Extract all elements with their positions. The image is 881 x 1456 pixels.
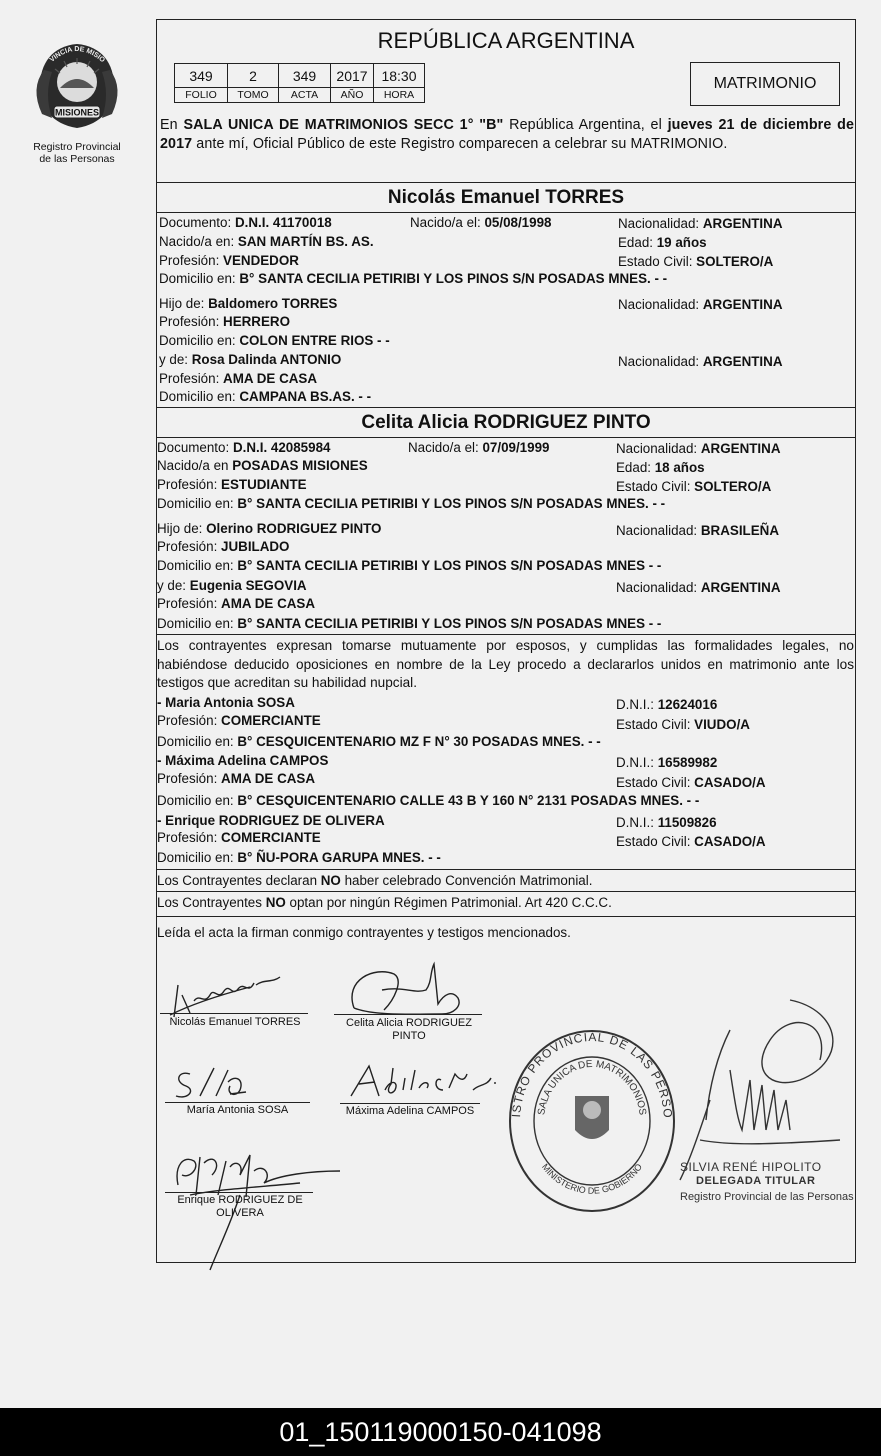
spouse2-father-address: Domicilio en: B° SANTA CECILIA PETIRIBI Y LOS PINOS S/N POSADAS MNES - - [157,558,662,573]
spouse2-father-profession: Profesión: JUBILADO [157,539,290,554]
officer-org: Registro Provincial de las Personas [680,1191,854,1203]
org-caption-line1: Registro Provincial [33,141,121,153]
spouse1-age: Edad: 19 años [618,235,707,250]
spouse2-doc: Documento: D.N.I. 42085984 [157,440,331,455]
divider [156,916,856,917]
signature-line [160,1013,308,1014]
divider [156,212,856,213]
witness2-name: - Máxima Adelina CAMPOS [157,753,329,768]
intro-place: SALA UNICA DE MATRIMONIOS SECC 1° "B" [183,117,504,133]
seal-ring-text: REGISTRO PROVINCIAL DE LAS PERSONAS [501,1015,676,1120]
intro-date: jueves 21 de diciembre de 2017 [160,117,854,152]
witness3-profession: Profesión: COMERCIANTE [157,830,321,845]
seal-bottom-text: MINISTERIO DE GOBIERNO [539,1161,645,1196]
spouse2-birthplace: Nacido/a en POSADAS MISIONES [157,458,368,473]
spouse1-address: Domicilio en: B° SANTA CECILIA PETIRIBI Y LOS PINOS S/N POSADAS MNES. - - [159,271,668,286]
org-caption-line2: de las Personas [39,153,115,165]
witness2-dni: D.N.I.: 16589982 [616,755,718,770]
act-type-box: MATRIMONIO [690,62,840,106]
signature-line [334,1014,482,1015]
spouse1-birthdate: Nacido/a el: 05/08/1998 [410,215,552,230]
signature-line [165,1102,310,1103]
seal-inner-text: SALA UNICA DE MATRIMONIOS [536,1058,648,1116]
svg-text:MINISTERIO DE GOBIERNO [540,1162,644,1196]
declaration-paragraph: Los contrayentes expresan tomarse mutuamente por esposos, y cumplidas las formalidades legales, no habiéndose deducido oposiciones en nombre de la Ley procedo a declararlos unidos en matrimonio ante los testigos que acreditan su habilidad nupcial. [157,638,854,690]
witness2-profession: Profesión: AMA DE CASA [157,771,316,786]
divider [156,407,856,408]
ano-label: AÑO [331,88,374,103]
witness1-dni: D.N.I.: 12624016 [616,697,718,712]
witness3-dni: D.N.I.: 11509826 [616,815,717,830]
signature-name-campos: Máxima Adelina CAMPOS [345,1105,475,1117]
witness1-name: - Maria Antonia SOSA [157,695,295,710]
spouse1-nationality: Nacionalidad: ARGENTINA [618,216,783,231]
logo-text: PROVINCIA DE MISIONES [19,35,106,65]
spouse2-address: Domicilio en: B° SANTA CECILIA PETIRIBI Y LOS PINOS S/N POSADAS MNES. - - [157,496,666,511]
spouse1-birthplace: Nacido/a en: SAN MARTÍN BS. AS. [159,234,374,249]
spouse1-mother-nationality: Nacionalidad: ARGENTINA [618,354,783,369]
spouse1-mother: y de: Rosa Dalinda ANTONIO [159,352,342,367]
spouse2-mother-profession: Profesión: AMA DE CASA [157,596,316,611]
convention-statement: Los Contrayentes declaran NO haber celebrado Convención Matrimonial. [157,873,593,888]
spouse2-civil-status: Estado Civil: SOLTERO/A [616,479,772,494]
spouse1-profession: Profesión: VENDEDOR [159,253,299,268]
seal-crest-icon [575,1096,609,1139]
intro-paragraph [160,116,854,154]
divider [156,437,856,438]
provincia-misiones-logo [19,35,132,132]
spouse1-father-profession: Profesión: HERRERO [159,314,290,329]
spouse1-civil-status: Estado Civil: SOLTERO/A [618,254,774,269]
tomo-label: TOMO [228,88,279,103]
signature-sosa [170,1062,290,1104]
spouse2-mother: y de: Eugenia SEGOVIA [157,578,307,593]
spouse2-father-nationality: Nacionalidad: BRASILEÑA [616,523,780,538]
signature-name-rodriguez-pinto: Celita Alicia RODRIGUEZ PINTO [346,1017,472,1042]
divider [156,869,856,870]
signature-campos [345,1060,505,1104]
acta-value: 349 [279,64,331,88]
spouse2-birthdate: Nacido/a el: 07/09/1999 [408,440,550,455]
intro-text: República Argentina, el [503,117,668,133]
org-caption [22,141,132,165]
spouse1-father-address: Domicilio en: COLON ENTRE RIOS - - [159,333,390,348]
spouse2-father: Hijo de: Olerino RODRIGUEZ PINTO [157,521,382,536]
hora-label: HORA [374,88,425,103]
spouse1-mother-address: Domicilio en: CAMPANA BS.AS. - - [159,389,372,404]
spouse1-father-nationality: Nacionalidad: ARGENTINA [618,297,783,312]
spouse2-profession: Profesión: ESTUDIANTE [157,477,307,492]
officer-name: SILVIA RENÉ HIPOLITO [680,1160,822,1174]
ano-value: 2017 [331,64,374,88]
signature-name-rodriguez-olivera: Enrique RODRIGUEZ DE OLIVERA [177,1194,303,1219]
witness1-profession: Profesión: COMERCIANTE [157,713,321,728]
spouse2-nationality: Nacionalidad: ARGENTINA [616,441,781,456]
divider [156,891,856,892]
spouse2-mother-address: Domicilio en: B° SANTA CECILIA PETIRIBI Y LOS PINOS S/N POSADAS MNES - - [157,616,662,631]
org-logo-block [19,35,132,165]
signature-name-sosa: María Antonia SOSA [186,1104,289,1116]
hora-value: 18:30 [374,64,425,88]
signature-name-torres: Nicolás Emanuel TORRES [169,1016,301,1028]
folio-value: 349 [175,64,228,88]
intro-text: ante mí, Oficial Público de este Registro comparecen a celebrar su MATRIMONIO. [192,136,728,152]
registry-table [174,63,425,103]
spouse2-name: Celita Alicia RODRIGUEZ PINTO [361,412,651,433]
witness3-civil-status: Estado Civil: CASADO/A [616,834,766,849]
spouse1-mother-profession: Profesión: AMA DE CASA [159,371,318,386]
spouse1-doc: Documento: D.N.I. 41170018 [159,215,332,230]
witness3-name: - Enrique RODRIGUEZ DE OLIVERA [157,813,385,828]
svg-text:MISIONES: MISIONES [54,107,100,118]
page-title: REPÚBLICA ARGENTINA [377,28,635,53]
spouse2-mother-nationality: Nacionalidad: ARGENTINA [616,580,781,595]
witness2-address: Domicilio en: B° CESQUICENTENARIO CALLE 43 B Y 160 N° 2131 POSADAS MNES. - - [157,793,700,808]
witness3-address: Domicilio en: B° ÑU-PORA GARUPA MNES. - - [157,850,441,865]
signature-line [165,1192,313,1193]
regime-statement: Los Contrayentes NO optan por ningún Régimen Patrimonial. Art 420 C.C.C. [157,895,612,910]
folio-label: FOLIO [175,88,228,103]
witness1-address: Domicilio en: B° CESQUICENTENARIO MZ F N° 30 POSADAS MNES. - - [157,734,601,749]
witness2-civil-status: Estado Civil: CASADO/A [616,775,766,790]
divider [156,182,856,183]
spouse1-name: Nicolás Emanuel TORRES [387,187,625,208]
signature-line [340,1103,480,1104]
document-code: 01_150119000150-041098 [0,1408,881,1456]
acta-label: ACTA [279,88,331,103]
spouse2-age: Edad: 18 años [616,460,705,475]
spouse1-father: Hijo de: Baldomero TORRES [159,296,338,311]
tomo-value: 2 [228,64,279,88]
witness1-civil-status: Estado Civil: VIUDO/A [616,717,750,732]
divider [156,634,856,635]
closing-statement: Leída el acta la firman conmigo contrayentes y testigos mencionados. [157,925,571,940]
intro-text: En [160,117,184,133]
officer-role: DELEGADA TITULAR [696,1175,816,1187]
signature-rodriguez-pinto [334,960,484,1022]
